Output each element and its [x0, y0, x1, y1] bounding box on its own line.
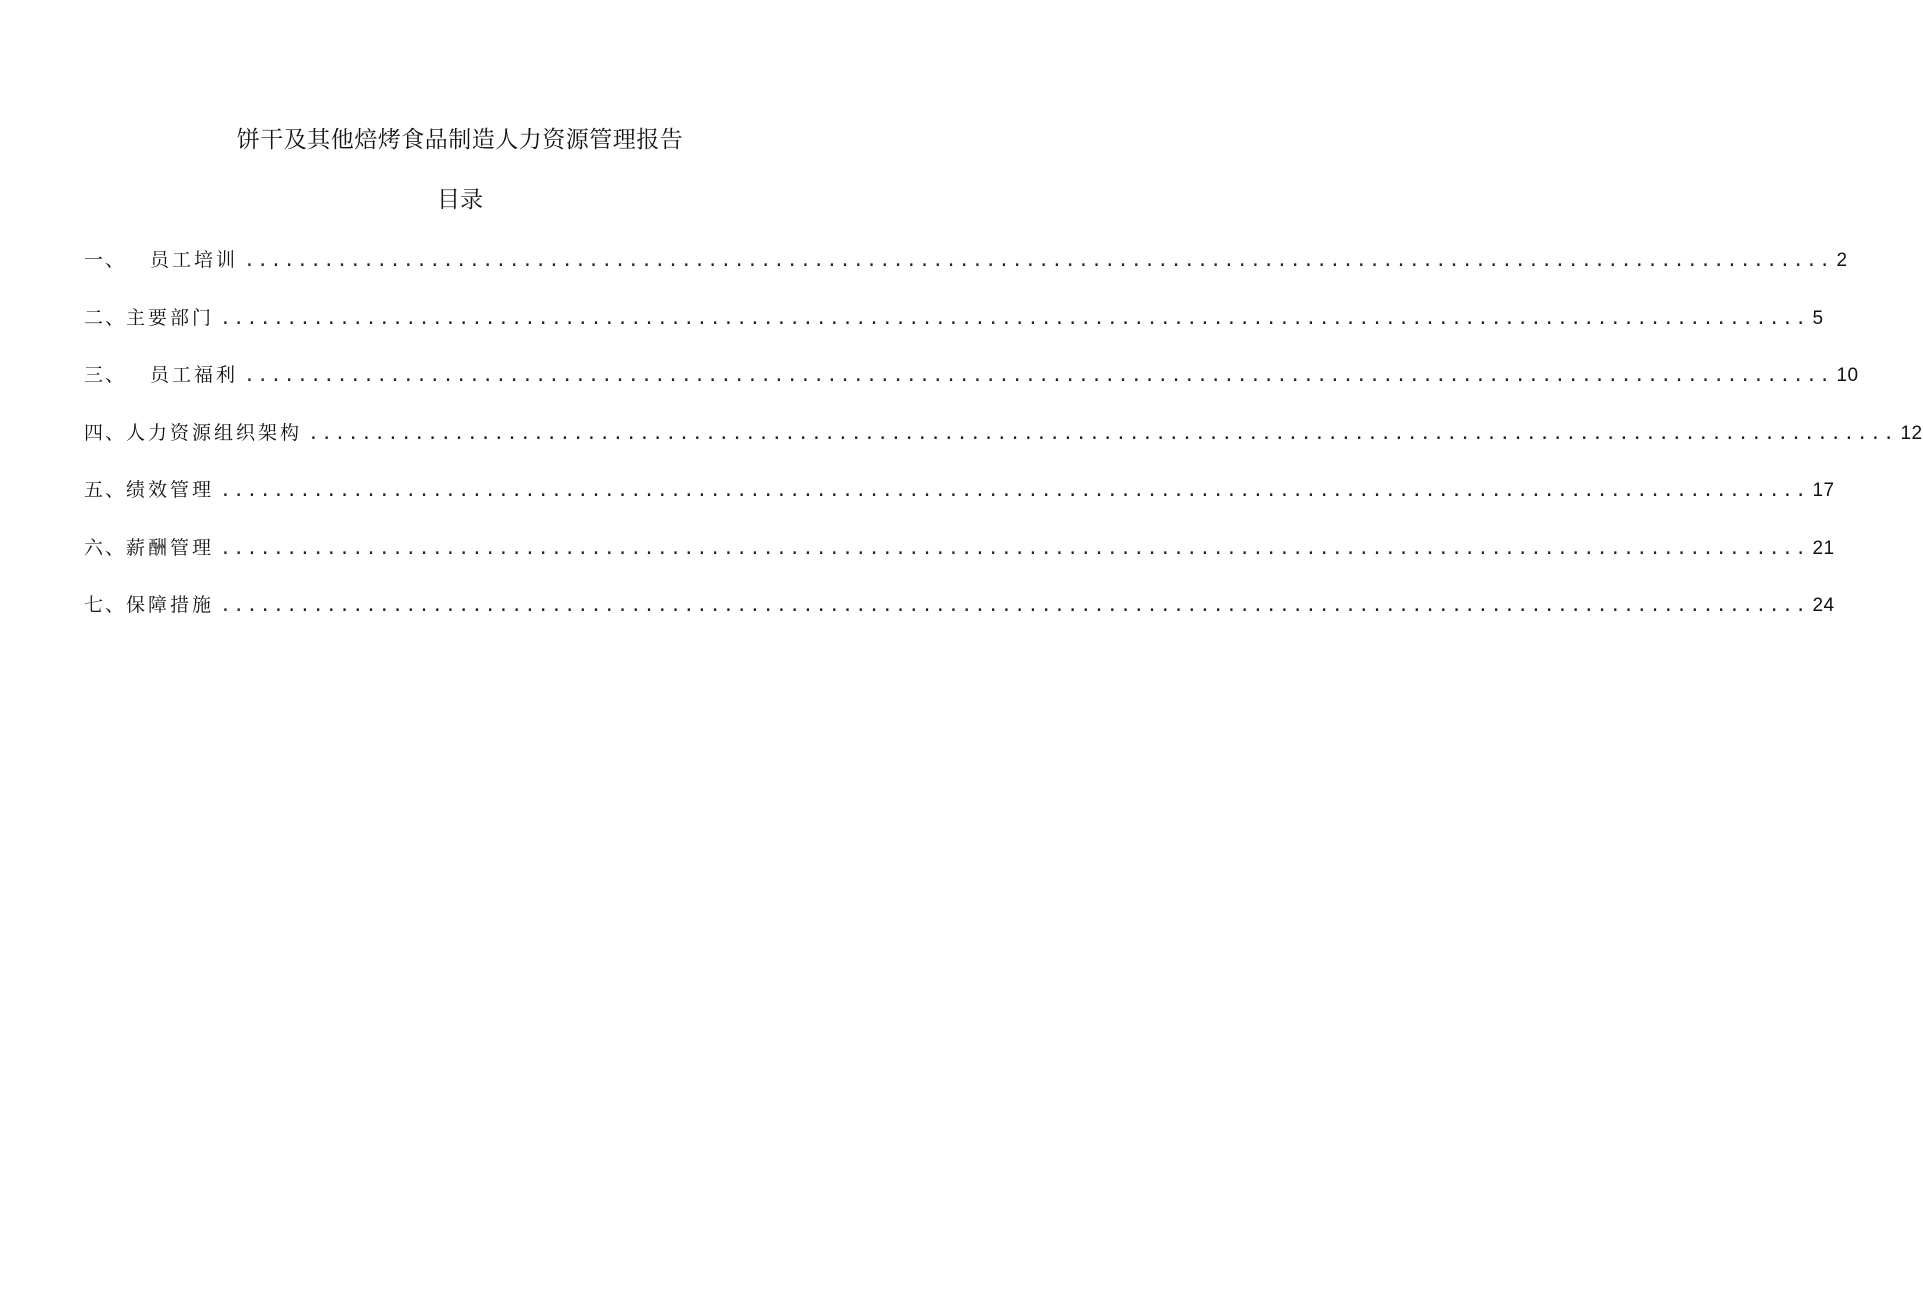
- toc-entry-label: 保障措施: [126, 594, 215, 616]
- toc-dot-leader: ........................................................................................................................: [220, 537, 1809, 559]
- toc-entry-training[interactable]: [84, 241, 1848, 299]
- toc-entry-departments[interactable]: [84, 299, 1824, 357]
- toc-entry-performance[interactable]: [84, 471, 1835, 529]
- table-of-contents: [84, 241, 1923, 644]
- toc-dot-leader: ........................................................................................................................: [220, 595, 1809, 616]
- toc-entry-label: 员工福利: [150, 364, 239, 386]
- toc-dot-leader: ........................................................................................................................: [220, 307, 1809, 329]
- toc-entry-number: 三、: [84, 364, 127, 386]
- toc-dot-leader: ........................................................................................................................: [244, 250, 1833, 271]
- toc-entry-number: 七、: [84, 594, 127, 616]
- toc-entry-page: 24: [1812, 595, 1835, 616]
- toc-entry-number: 五、: [84, 479, 127, 501]
- toc-entry-number: 一、: [84, 249, 127, 271]
- toc-entry-label: 薪酬管理: [126, 536, 215, 559]
- toc-entry-safeguards[interactable]: [84, 586, 1835, 644]
- toc-entry-org-structure[interactable]: [84, 414, 1923, 472]
- toc-entry-number: 六、: [84, 536, 127, 559]
- toc-entry-page: 2: [1836, 250, 1848, 271]
- toc-entry-page: 17: [1812, 480, 1835, 501]
- document-title: 饼干及其他焙烤食品制造人力资源管理报告: [236, 127, 684, 153]
- toc-entry-label: 绩效管理: [126, 479, 215, 501]
- toc-entry-benefits[interactable]: [84, 356, 1859, 414]
- toc-entry-number: 二、: [84, 306, 127, 329]
- toc-entry-compensation[interactable]: [84, 529, 1835, 587]
- toc-entry-page: 12: [1900, 422, 1923, 444]
- toc-heading: 目录: [437, 187, 483, 213]
- toc-entry-page: 5: [1812, 307, 1824, 329]
- toc-entry-label: 人力资源组织架构: [126, 421, 303, 444]
- toc-entry-page: 21: [1812, 537, 1835, 559]
- toc-entry-number: 四、: [84, 421, 127, 444]
- toc-dot-leader: ........................................................................................................................: [308, 422, 1897, 444]
- toc-dot-leader: ........................................................................................................................: [244, 365, 1833, 386]
- toc-entry-label: 员工培训: [150, 249, 239, 271]
- toc-entry-label: 主要部门: [126, 306, 215, 329]
- toc-dot-leader: ........................................................................................................................: [220, 480, 1809, 501]
- toc-entry-page: 10: [1836, 365, 1859, 386]
